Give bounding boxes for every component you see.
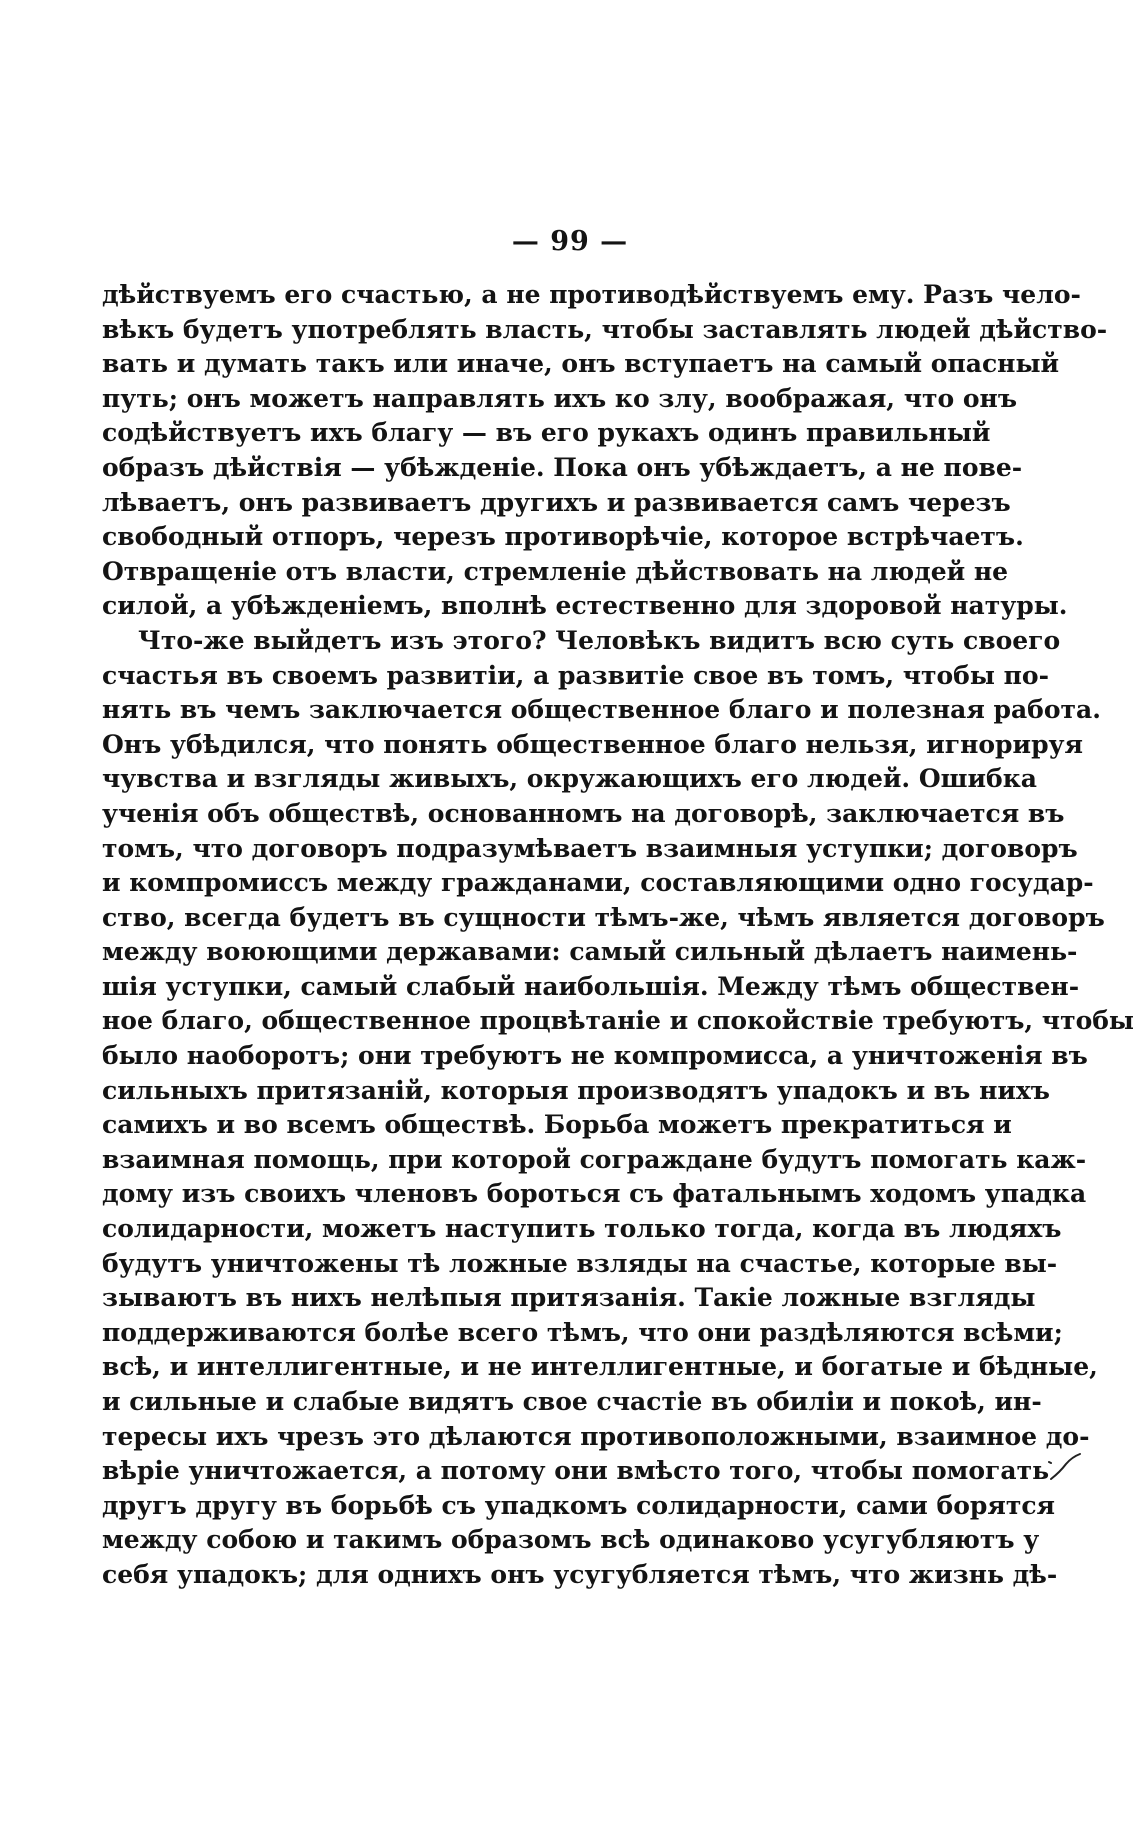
page-number: — 99 — [511, 226, 629, 257]
text-line: тересы ихъ чрезъ это дѣлаются противоположными, взаимное до- [102, 1421, 1090, 1451]
text-line: другъ другу въ борьбѣ съ упадкомъ солидарности, сами борятся [102, 1490, 1056, 1520]
text-line: будутъ уничтожены тѣ ложные взляды на счастье, которые вы- [102, 1248, 1058, 1278]
text-line: счастья въ своемъ развитіи, а развитіе свое въ томъ, чтобы по- [102, 660, 1049, 690]
text-line: лѣваетъ, онъ развиваетъ другихъ и развивается самъ черезъ [102, 487, 1011, 517]
text-line: силой, а убѣжденіемъ, вполнѣ естественно для здоровой натуры. [102, 591, 1068, 621]
text-line: ное благо, общественное процвѣтаніе и спокойствіе требуютъ, чтобы [102, 1006, 1134, 1036]
pencil-mark [1048, 1452, 1082, 1482]
text-line: путь; онъ можетъ направлять ихъ ко злу, воображая, что онъ [102, 383, 1018, 413]
text-line: свободный отпоръ, черезъ противорѣчіе, которое встрѣчаетъ. [102, 522, 1024, 552]
text-line: вѣріе уничтожается, а потому они вмѣсто того, чтобы помогать [102, 1456, 1050, 1486]
text-line: дѣйствуемъ его счастью, а не противодѣйствуемъ ему. Разъ чело- [102, 280, 1081, 309]
text-line: и сильные и слабые видятъ свое счастіе въ обиліи и покоѣ, ин- [102, 1387, 1042, 1416]
text-line: между собою и такимъ образомъ всѣ одинаково усугубляютъ у [102, 1525, 1040, 1555]
text-line: Отвращеніе отъ власти, стремленіе дѣйствовать на людей не [102, 556, 1009, 586]
text-line: вать и думать такъ или иначе, онъ вступаетъ на самый опасный [102, 349, 1060, 379]
text-line: чувства и взгляды живыхъ, окружающихъ его людей. Ошибка [102, 764, 1037, 794]
text-line: Онъ убѣдился, что понять общественное благо нельзя, игнорируя [102, 729, 1084, 759]
text-line: ство, всегда будетъ въ сущности тѣмъ-же, чѣмъ является договоръ [102, 902, 1105, 932]
text-line: томъ, что договоръ подразумѣваетъ взаимныя уступки; договоръ [102, 833, 1078, 863]
text-line: шія уступки, самый слабый наибольшія. Между тѣмъ обществен- [102, 971, 1080, 1001]
text-line: взаимная помощь, при которой сограждане будутъ помогать каж- [102, 1144, 1087, 1174]
text-line: и компромиссъ между гражданами, составляющими одно государ- [102, 868, 1094, 898]
body-text [102, 278, 1134, 1593]
text-line: Что-же выйдетъ изъ этого? Человѣкъ видитъ всю суть своего [138, 625, 1061, 655]
text-line: ученія объ обществѣ, основанномъ на договорѣ, заключается въ [102, 798, 1065, 828]
text-line: вѣкъ будетъ употреблять власть, чтобы заставлять людей дѣйство- [102, 314, 1108, 344]
text-line: солидарности, можетъ наступить только тогда, когда въ людяхъ [102, 1214, 1062, 1244]
text-line: содѣйствуетъ ихъ благу — въ его рукахъ одинъ правильный [102, 418, 991, 448]
text-line: поддерживаются болѣе всего тѣмъ, что они раздѣляются всѣми; [102, 1317, 1063, 1347]
text-line: нять въ чемъ заключается общественное благо и полезная работа. [102, 695, 1101, 725]
text-line: дому изъ своихъ членовъ бороться съ фатальнымъ ходомъ упадка [102, 1179, 1087, 1209]
text-line: самихъ и во всемъ обществѣ. Борьба можетъ прекратиться и [102, 1110, 1012, 1140]
text-line: сильныхъ притязаній, которыя производятъ упадокъ и въ нихъ [102, 1075, 1050, 1105]
text-line: было наоборотъ; они требуютъ не компромисса, а уничтоженія въ [102, 1041, 1088, 1071]
text-line: между воюющими державами: самый сильный дѣлаетъ наимень- [102, 937, 1078, 967]
text-line: образъ дѣйствія — убѣжденіе. Пока онъ убѣждаетъ, а не пове- [102, 452, 1023, 482]
text-line: себя упадокъ; для однихъ онъ усугубляется тѣмъ, что жизнь дѣ- [102, 1559, 1058, 1589]
text-line: зываютъ въ нихъ нелѣпыя притязанія. Такіе ложные взгляды [102, 1283, 1036, 1313]
text-line: всѣ, и интеллигентные, и не интеллигентные, и богатые и бѣдные, [102, 1352, 1098, 1382]
